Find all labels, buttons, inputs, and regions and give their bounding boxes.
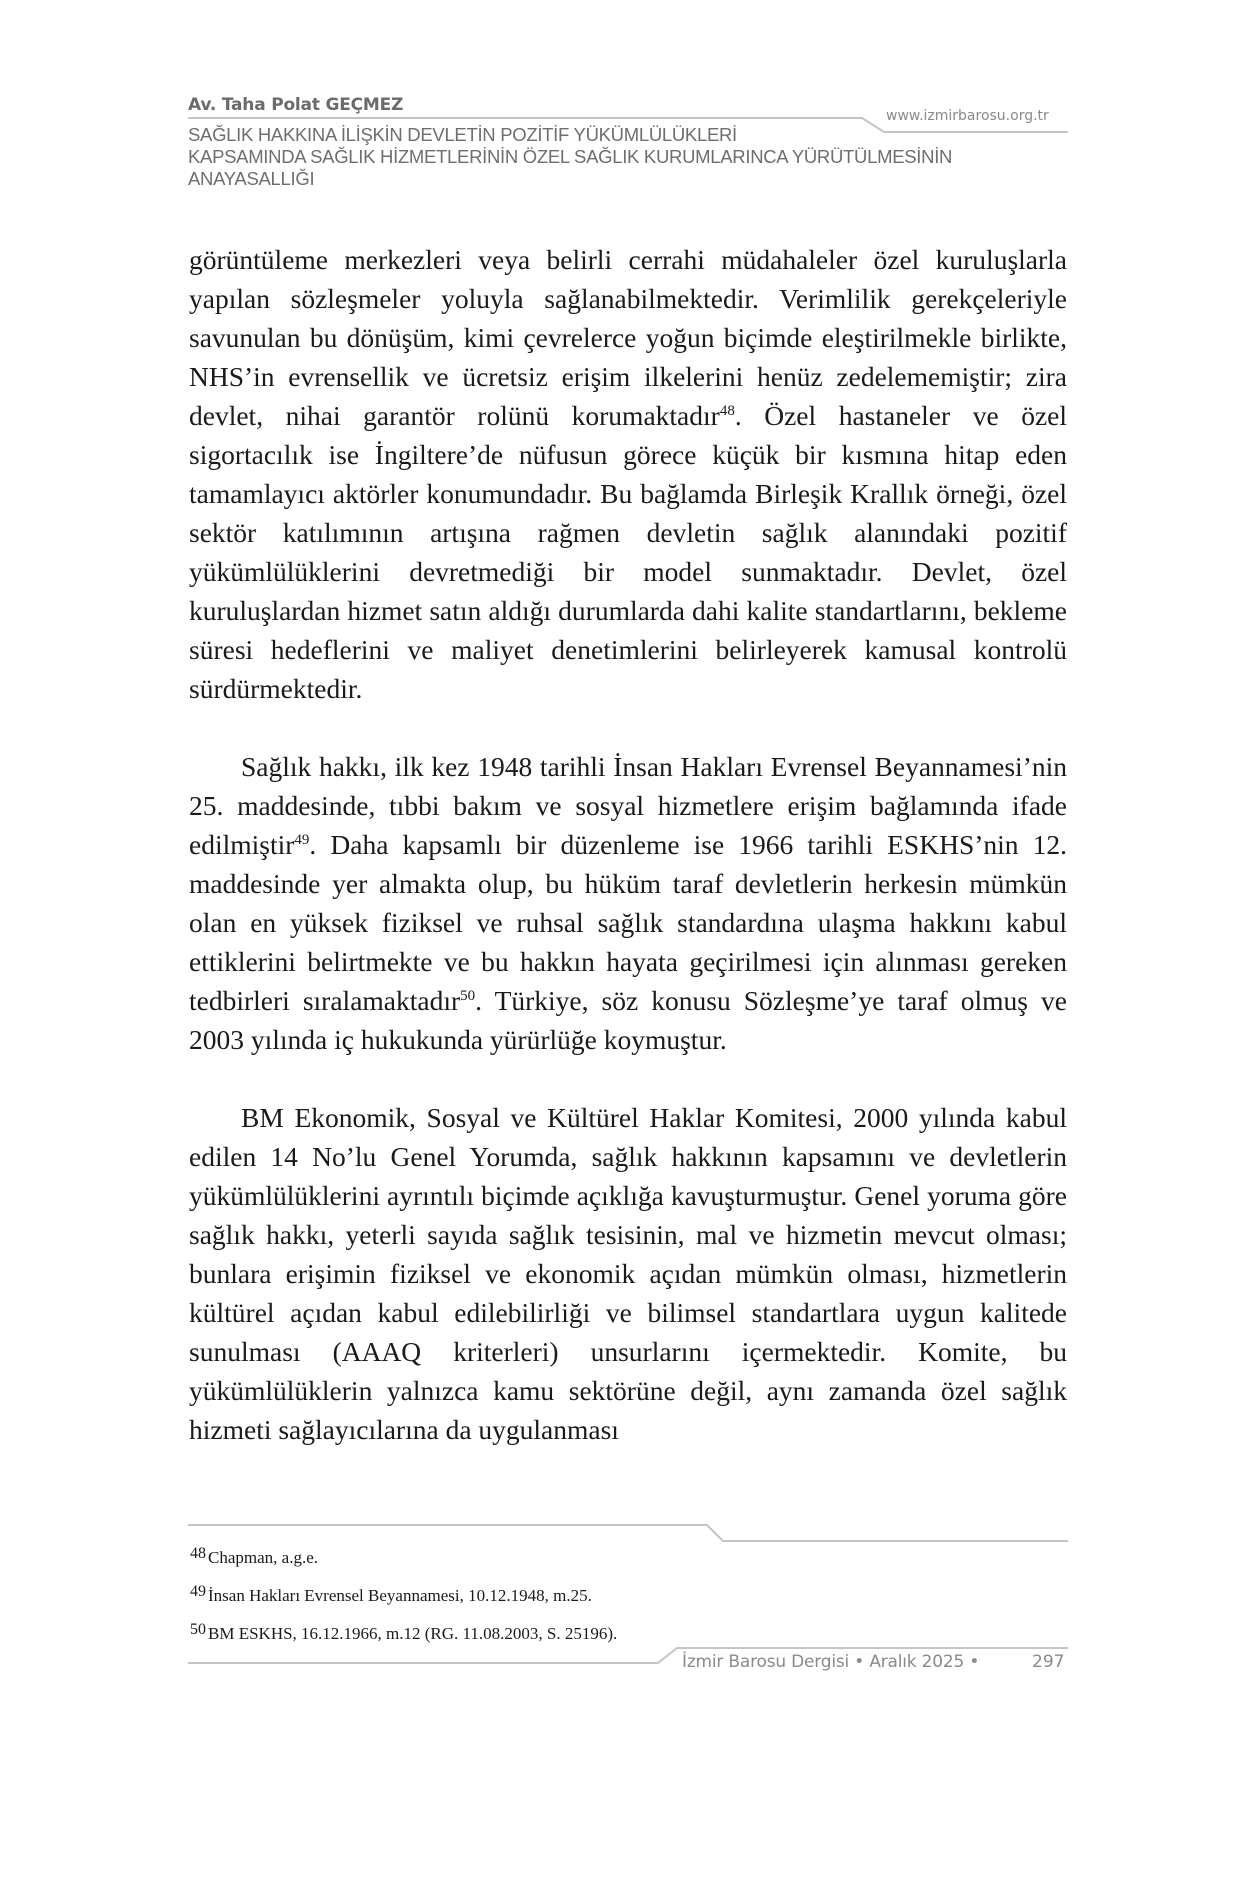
- paragraph: [189, 1098, 1067, 1449]
- article-title-line: SAĞLIK HAKKINA İLİŞKİN DEVLETİN POZİTİF YÜKÜMLÜLÜKLERİ: [188, 124, 737, 145]
- footnote-number: 49: [190, 1583, 206, 1600]
- footnotes: [190, 1535, 1070, 1649]
- paragraph: [189, 747, 1067, 1059]
- website-url: www.izmirbarosu.org.tr: [886, 108, 1049, 124]
- article-title: [188, 124, 1048, 190]
- paragraph-text: BM Ekonomik, Sosyal ve Kültürel Haklar Komitesi, 2000 yılında kabul edilen 14 No’lu Genel Yorumda, sağlık hakkının kapsamını ve devletlerin yükümlülüklerini ayrıntılı biçimde açıklığa kavuşturmuştur. Genel yoruma göre sağlık hakkı, yeterli sayıda sağlık tesisinin, mal ve hizmetin mevcut olması; bunlara erişimin fiziksel ve ekonomik açıdan mümkün olması, hizmetlerin kültürel açıdan kabul edilebilirliği ve bilimsel standartlara uygun kalitede sunulması (AAAQ kriterleri) unsurlarını içermektedir. Komite, bu yükümlülüklerin yalnızca kamu sektörüne değil, aynı zamanda özel sağlık hizmeti sağlayıcılarına da uygulanması: [189, 1102, 1067, 1445]
- article-title-line: KAPSAMINDA SAĞLIK HİZMETLERİNİN ÖZEL SAĞLIK KURUMLARINCA YÜRÜTÜLMESİNİN: [188, 146, 953, 167]
- footnote-ref[interactable]: 49: [294, 831, 310, 848]
- author-name: Av. Taha Polat GEÇMEZ: [188, 95, 404, 115]
- footnote: [190, 1535, 1070, 1573]
- footnote-number: 48: [190, 1545, 206, 1562]
- footnote: [190, 1611, 1070, 1649]
- footnote-number: 50: [190, 1621, 206, 1638]
- paragraph-text: . Türkiye, söz konusu Sözleşme’ye taraf olmuş ve 2003 yılında iç hukukunda yürürlüğe koymuştur.: [189, 985, 1067, 1055]
- page-number: 297: [1032, 1652, 1065, 1672]
- paragraph-text: . Özel hastaneler ve özel sigortacılık ise İngiltere’de nüfusun görece küçük bir kısmına hitap eden tamamlayıcı aktörler konumundadır. Bu bağlamda Birleşik Krallık örneği, özel sektör katılımının artışına rağmen devletin sağlık alanındaki pozitif yükümlülüklerini devretmediği bir model sunmaktadır. Devlet, özel kuruluşlardan hizmet satın aldığı durumlarda dahi kalite standartlarını, bekleme süresi hedeflerini ve maliyet denetimlerini belirleyerek kamusal kontrolü sürdürmektedir.: [189, 400, 1068, 704]
- paragraph-text: Sağlık hakkı, ilk kez 1948 tarihli İnsan Hakları Evrensel Beyannamesi’nin 25. maddesinde, tıbbi bakım ve sosyal hizmetlere erişim bağlamında ifade edilmiştir: [189, 751, 1067, 860]
- article-body: [189, 240, 1067, 1449]
- footnote-text: BM ESKHS, 16.12.1966, m.12 (RG. 11.08.2003, S. 25196).: [208, 1624, 618, 1643]
- footnote-text: Chapman, a.g.e.: [208, 1548, 318, 1567]
- footnote-ref[interactable]: 50: [460, 987, 476, 1004]
- journal-name: İzmir Barosu Dergisi • Aralık 2025 •: [682, 1652, 980, 1672]
- article-title-line: ANAYASALLIĞI: [188, 168, 315, 189]
- footnote: [190, 1573, 1070, 1611]
- paragraph-text: görüntüleme merkezleri veya belirli cerrahi müdahaleler özel kuruluşlarla yapılan sözleşmeler yoluyla sağlanabilmektedir. Verimlilik gerekçeleriyle savunulan bu dönüşüm, kimi çevrelerce yoğun biçimde eleştirilmekle birlikte, NHS’in evrensellik ve ücretsiz erişim ilkelerini henüz zedelememiştir; zira devlet, nihai garantör rolünü korumaktadır: [189, 244, 1067, 431]
- footnote-text: İnsan Hakları Evrensel Beyannamesi, 10.12.1948, m.25.: [208, 1586, 592, 1605]
- footnote-ref[interactable]: 48: [719, 402, 735, 419]
- paragraph-text: . Daha kapsamlı bir düzenleme ise 1966 tarihli ESKHS’nin 12. maddesinde yer almakta olup, bu hüküm taraf devletlerin herkesin mümkün olan en yüksek fiziksel ve ruhsal sağlık standardına ulaşma hakkını kabul ettiklerini belirtmekte ve bu hakkın hayata geçirilmesi için alınması gereken tedbirleri sıralamaktadır: [189, 829, 1067, 1016]
- paragraph: [189, 240, 1067, 708]
